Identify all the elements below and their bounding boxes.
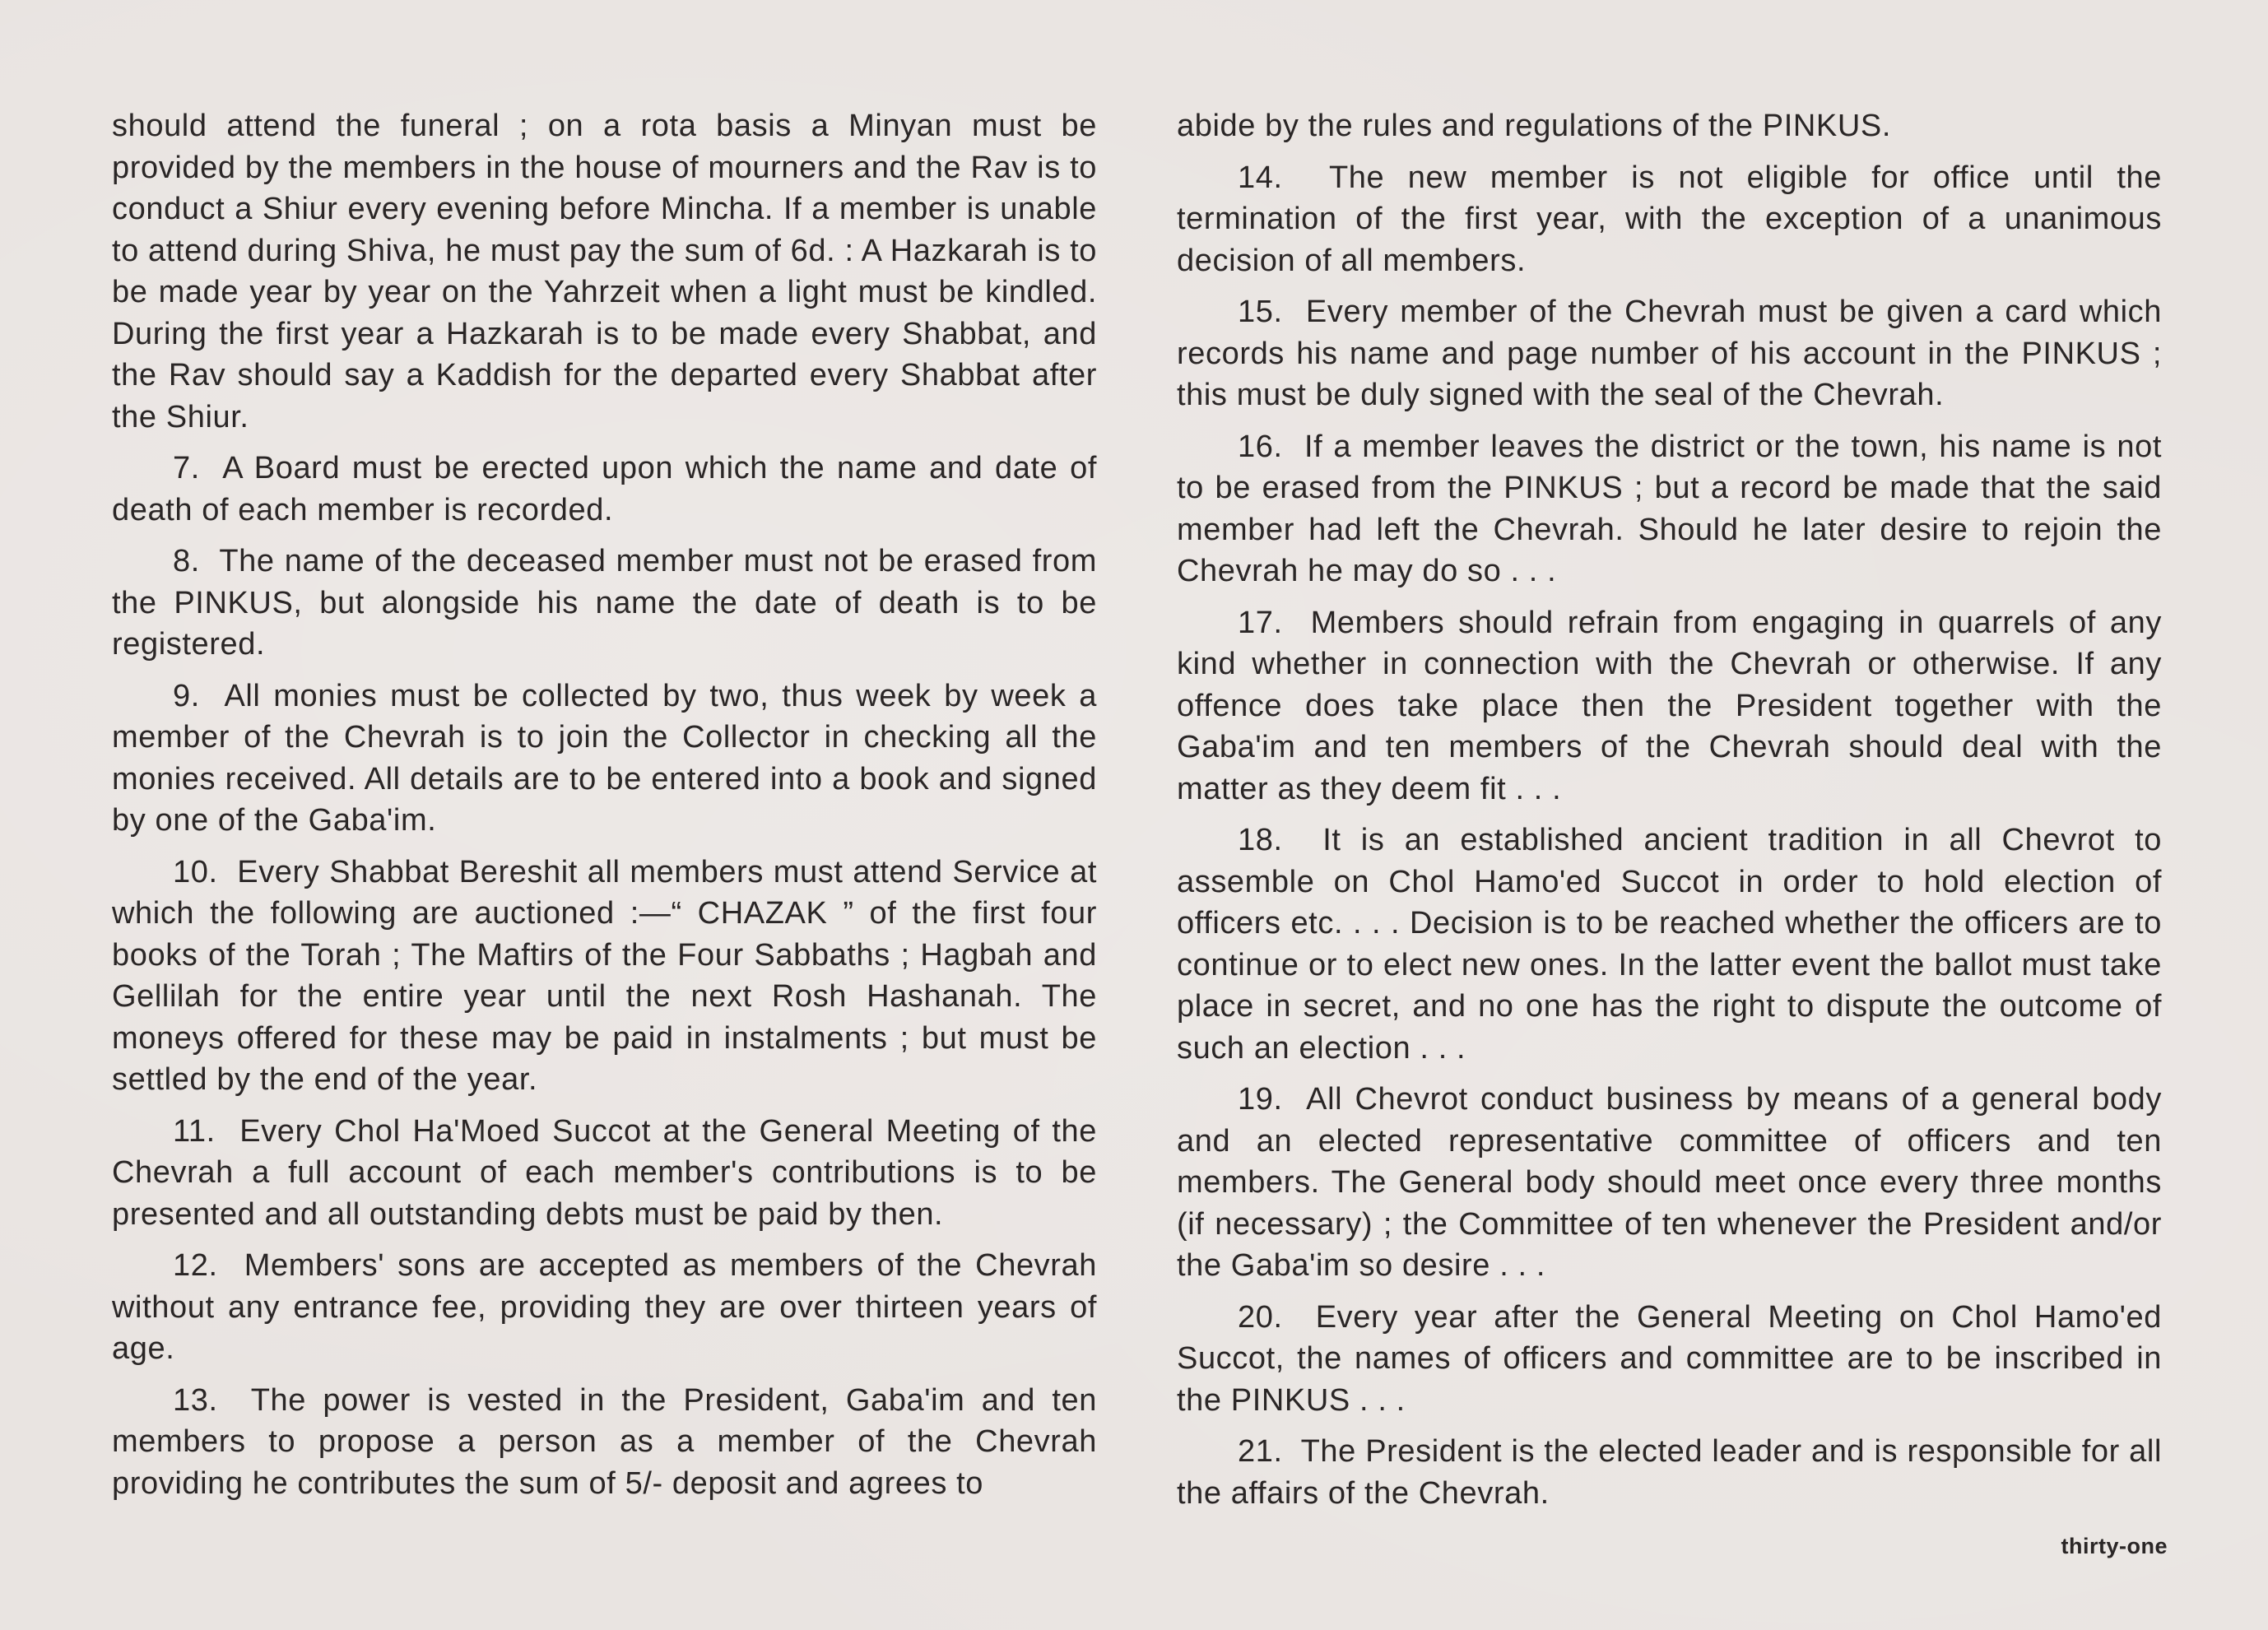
paragraph-number: 11.: [173, 1113, 216, 1149]
paragraph-number: 7.: [173, 451, 200, 485]
paragraph-continued: [1177, 105, 2162, 147]
paragraph-21: [1177, 1431, 2162, 1514]
paragraph-10: [112, 852, 1097, 1101]
paragraph-16: [1177, 426, 2162, 592]
paragraph-number: 8.: [173, 544, 200, 578]
paragraph-number: 20.: [1238, 1299, 1283, 1335]
paragraph-number: 14.: [1238, 160, 1283, 195]
paragraph-number: 17.: [1238, 605, 1283, 640]
paragraph-text: should attend the funeral ; on a rota basis a Minyan must be provided by the members in the house of mourners and the Rav is to conduct a Shiur every evening before Mincha. If a member is unable to attend during Shiva, he must pay the sum of 6d. : A Hazkarah is to be made year by year on the Yahrzeit when a light must be kindled. During the first year a Hazkarah is to be made every Shabbat, and the Rav should say a Kaddish for the departed every Shabbat after the Shiur.: [112, 109, 1097, 434]
paragraph-number: 9.: [173, 678, 200, 713]
paragraph-text: abide by the rules and regulations of the PINKUS.: [1177, 109, 1892, 143]
paragraph-20: [1177, 1297, 2162, 1422]
paragraph-text: The President is the elected leader and is responsible for all the affairs of the Chevrah.: [1177, 1434, 2162, 1511]
paragraph-text: Members' sons are accepted as members of the Chevrah without any entrance fee, providing they are over thirteen years of age.: [112, 1248, 1097, 1366]
paragraph-text: Every Shabbat Bereshit all members must attend Service at which the following are auctioned :—“ CHAZAK ” of the first four books of the Torah ; The Maftirs of the Four Sabbaths ; Hagbah and Gellilah for the entire year until the next Rosh Hashanah. The moneys offered for these may be paid in instalments ; but must be settled by the end of the year.: [112, 854, 1097, 1097]
paragraph-text: Every member of the Chevrah must be given a card which records his name and page number of his account in the PINKUS ; this must be duly signed with the seal of the Chevrah.: [1177, 295, 2162, 412]
paragraph-9: [112, 676, 1097, 842]
paragraph-number: 21.: [1238, 1434, 1283, 1469]
paragraph-7: [112, 448, 1097, 531]
paragraph-number: 13.: [173, 1382, 218, 1418]
paragraph-text: The power is vested in the President, Gaba'im and ten members to propose a person as a member of the Chevrah providing he contributes the sum of 5/- deposit and agrees to: [112, 1382, 1097, 1501]
paragraph-text: All monies must be collected by two, thus week by week a member of the Chevrah is to join the Collector in checking all the monies received. All details are to be entered into a book and signed by one of the Gaba'im.: [112, 678, 1098, 838]
paragraph-17: [1177, 602, 2162, 810]
paragraph-12: [112, 1245, 1097, 1370]
paragraph-number: 16.: [1238, 429, 1283, 464]
paragraph-text: Every year after the General Meeting on Chol Hamo'ed Succot, the names of officers and committee are to be inscribed in the PINKUS . . .: [1177, 1299, 2162, 1418]
paragraph-text: A Board must be erected upon which the name and date of death of each member is recorded.: [112, 451, 1097, 527]
paragraph-number: 12.: [173, 1248, 218, 1283]
paragraph-text: The new member is not eligible for office until the termination of the first year, with the exception of a unanimous decision of all members.: [1177, 160, 2162, 278]
paragraph-8: [112, 541, 1097, 666]
paragraph-15: [1177, 291, 2162, 416]
paragraph-text: Every Chol Ha'Moed Succot at the General Meeting of the Chevrah a full account of each member's contributions is to be presented and all outstanding debts must be paid by then.: [112, 1113, 1097, 1232]
left-column: [112, 105, 1097, 1514]
paragraph-14: [1177, 157, 2162, 282]
right-column: [1177, 105, 2162, 1524]
paragraph-continued: [112, 105, 1097, 438]
paragraph-11: [112, 1111, 1097, 1236]
paragraph-text: If a member leaves the district or the town, his name is not to be erased from the PINKUS ; but a record be made that the said member had left the Chevrah. Should he later desire to rejoin the Chevrah he may do so . . .: [1177, 429, 2162, 588]
paragraph-number: 19.: [1238, 1082, 1283, 1117]
paragraph-text: All Chevrot conduct business by means of a general body and an elected representative committee of officers and ten members. The General body should meet once every three months (if necessary) ; the Committee of ten whenever the President and/or the Gaba'im so desire . . .: [1177, 1082, 2163, 1283]
paragraph-19: [1177, 1079, 2162, 1287]
paragraph-18: [1177, 820, 2162, 1069]
paragraph-text: It is an established ancient tradition in all Chevrot to assemble on Chol Hamo'ed Succot in order to hold election of officers etc. . . . Decision is to be reached whether the officers are to continue or to elect new ones. In the latter event the ballot must take place in secret, and no one has the right to dispute the outcome of such an election . . .: [1177, 823, 2162, 1066]
paragraph-text: Members should refrain from engaging in quarrels of any kind whether in connection with the Chevrah or otherwise. If any offence does take place then the President together with the Gaba'im and ten members of the Chevrah should deal with the matter as they deem fit . . .: [1177, 605, 2162, 806]
page-number: thirty-one: [2061, 1534, 2168, 1558]
paragraph-text: The name of the deceased member must not be erased from the PINKUS, but alongside his name the date of death is to be registered.: [112, 544, 1097, 662]
paragraph-number: 10.: [173, 854, 218, 889]
paragraph-number: 15.: [1238, 295, 1283, 329]
paragraph-number: 18.: [1238, 823, 1283, 857]
paragraph-13: [112, 1380, 1097, 1505]
